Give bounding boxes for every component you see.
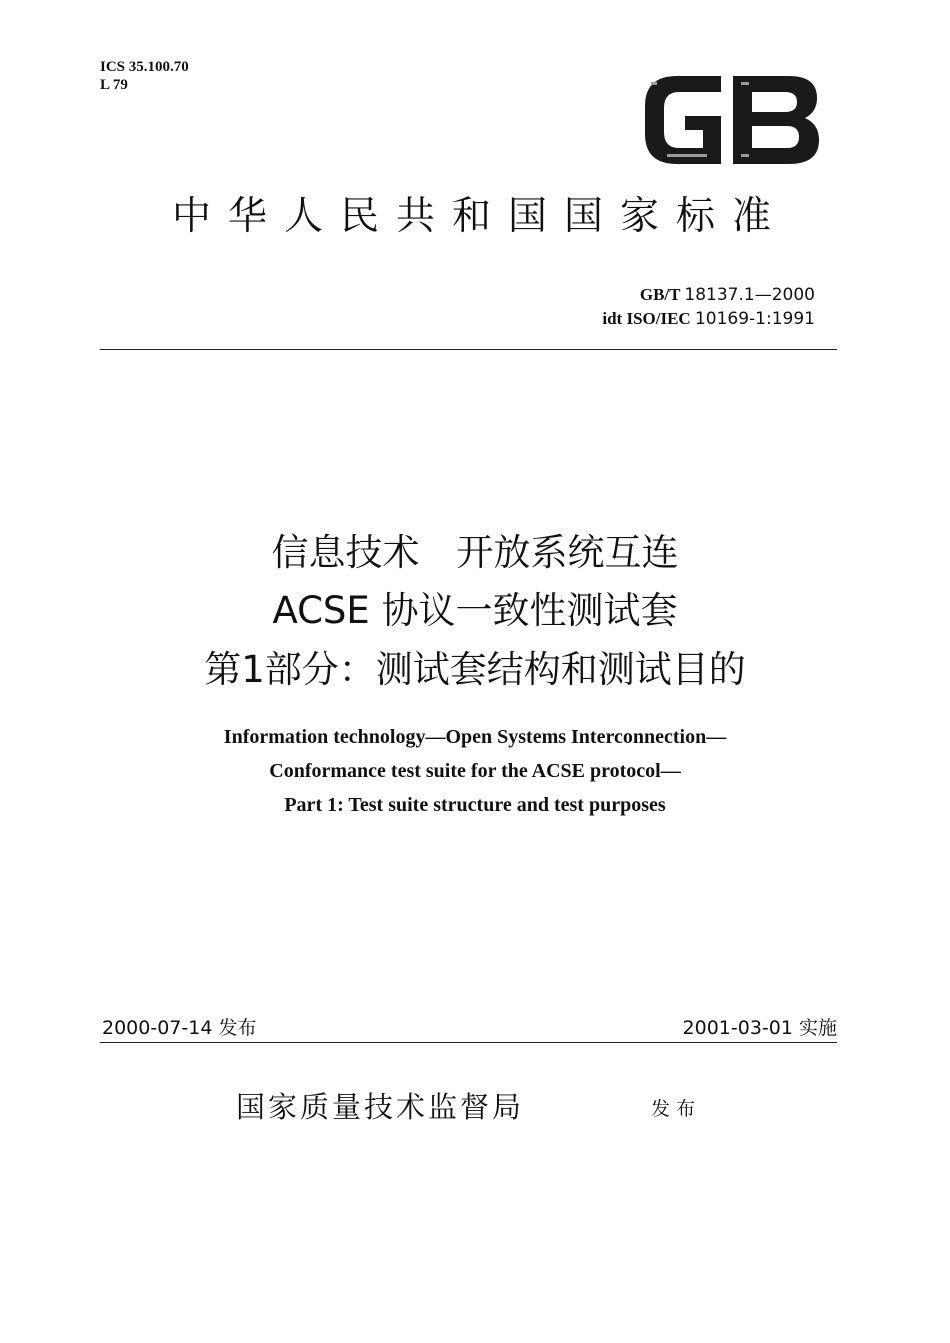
category-code: L 79 (100, 77, 128, 93)
title-cn-line-1: 信息技术 开放系统互连 (271, 531, 679, 574)
title-cn-line-3: 第1部分：测试套结构和测试目的 (204, 648, 746, 691)
country-standard-title: 中华人民共和国国家标准 (171, 194, 788, 239)
footer-divider (100, 1042, 837, 1043)
publisher-action: 发布 (651, 1098, 702, 1120)
title-en-line-1: Information technology—Open Systems Interconnection— (223, 726, 727, 748)
standard-code: 18137.1—2000 (684, 285, 815, 305)
title-en-line-2: Conformance test suite for the ACSE protocol— (269, 760, 681, 782)
header-divider (100, 349, 837, 350)
ics-code: ICS 35.100.70 (100, 59, 189, 75)
identical-standard (602, 308, 815, 330)
standard-number (640, 284, 815, 306)
issue-date: 2000-07-14 发布 (102, 1017, 257, 1039)
title-cn-line-2: ACSE 协议一致性测试套 (272, 589, 678, 632)
effective-date: 2001-03-01 实施 (682, 1017, 837, 1039)
gb-logo (637, 68, 825, 172)
title-en-line-3: Part 1: Test suite structure and test purposes (284, 794, 666, 816)
identical-prefix: idt ISO/IEC (602, 309, 691, 328)
publisher-name: 国家质量技术监督局 (236, 1090, 525, 1124)
standard-prefix: GB/T (639, 285, 681, 304)
identical-code: 10169-1:1991 (694, 309, 815, 329)
